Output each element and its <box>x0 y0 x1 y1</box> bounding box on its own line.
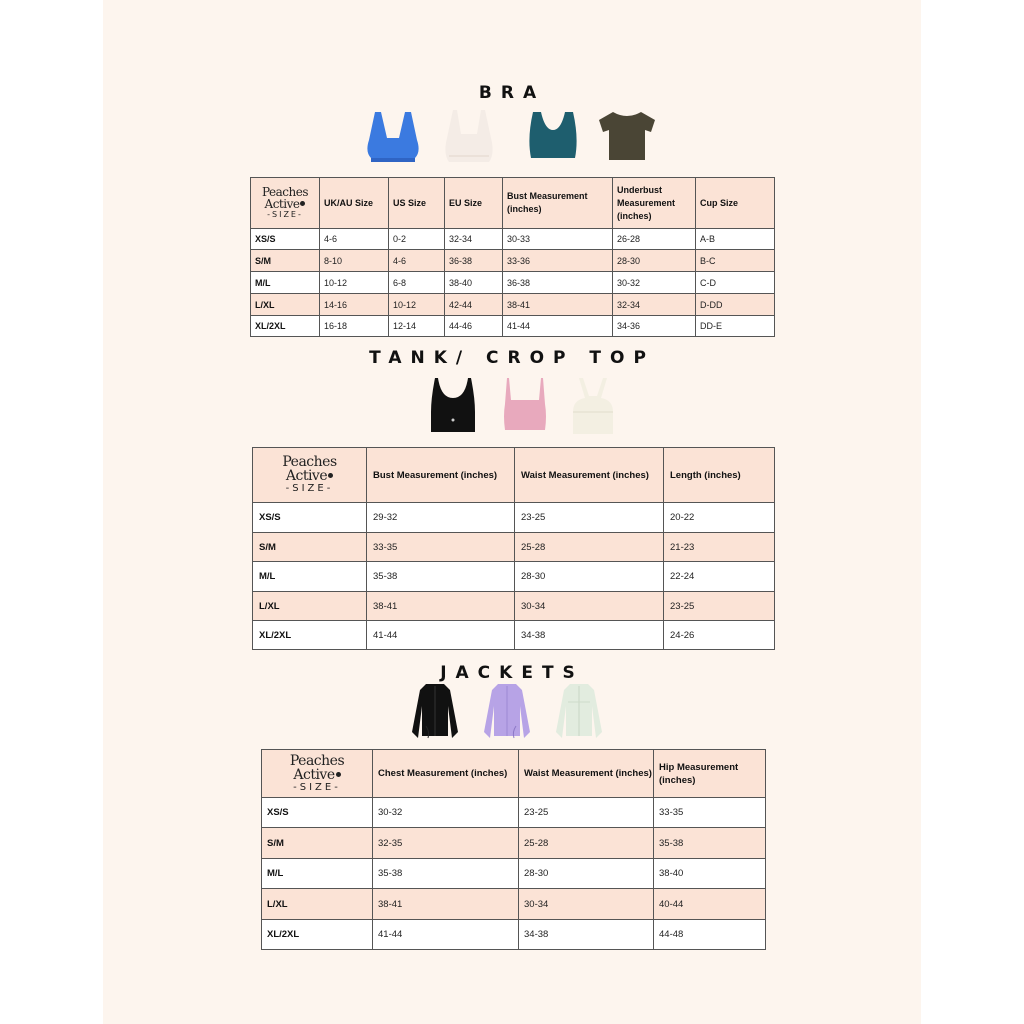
peach-dot-icon <box>328 473 333 478</box>
table-row <box>253 503 775 533</box>
table-cell: 26-28 <box>613 229 696 250</box>
table-cell: 36-38 <box>503 272 613 294</box>
olive-crop-top-icon <box>595 108 659 166</box>
table-cell: 28-30 <box>519 859 654 889</box>
table-cell: 23-25 <box>519 798 654 828</box>
logo-line-2: Active <box>285 468 328 484</box>
table-row <box>253 562 775 592</box>
table-cell: 35-38 <box>654 828 766 859</box>
header-hip-measurement: Hip Measurement (inches) <box>654 750 766 798</box>
table-row <box>262 889 766 920</box>
table-cell: 21-23 <box>664 533 775 562</box>
bra-section-title: BRA <box>478 83 546 103</box>
table-cell: 38-41 <box>367 592 515 621</box>
size-label: L/XL <box>251 294 320 316</box>
table-cell: 33-35 <box>654 798 766 828</box>
table-cell: 16-18 <box>320 316 389 337</box>
logo <box>262 750 373 798</box>
header-length: Length (inches) <box>664 448 775 503</box>
table-cell: 30-34 <box>519 889 654 920</box>
table-cell: A-B <box>696 229 775 250</box>
table-cell: 41-44 <box>373 920 519 950</box>
lilac-jacket-icon <box>480 682 534 742</box>
peach-dot-icon <box>336 772 341 777</box>
table-cell: 12-14 <box>389 316 445 337</box>
table-cell: 30-33 <box>503 229 613 250</box>
size-guide-page <box>103 0 921 1024</box>
header-cup-size: Cup Size <box>696 178 775 229</box>
table-cell: 0-2 <box>389 229 445 250</box>
table-cell: 44-46 <box>445 316 503 337</box>
table-cell: 32-35 <box>373 828 519 859</box>
black-tank-icon <box>425 376 481 436</box>
table-cell: 22-24 <box>664 562 775 592</box>
logo-line-1: Peaches <box>282 454 337 470</box>
pink-tank-icon <box>497 376 553 436</box>
header-chest-measurement: Chest Measurement (inches) <box>373 750 519 798</box>
size-label: M/L <box>253 562 367 592</box>
table-row <box>253 592 775 621</box>
table-cell: 34-38 <box>515 621 664 650</box>
table-cell: 24-26 <box>664 621 775 650</box>
size-label: XL/2XL <box>251 316 320 337</box>
table-cell: 44-48 <box>654 920 766 950</box>
header-waist-measurement: Waist Measurement (inches) <box>515 448 664 503</box>
header-bust-measurement: Bust Measurement (inches) <box>367 448 515 503</box>
logo-line-2: Active <box>264 196 300 211</box>
size-label: M/L <box>251 272 320 294</box>
table-cell: 36-38 <box>445 250 503 272</box>
table-cell: 38-41 <box>503 294 613 316</box>
header-uk-au-size: UK/AU Size <box>320 178 389 229</box>
size-label: XS/S <box>262 798 373 828</box>
table-cell: 10-12 <box>389 294 445 316</box>
cream-bra-icon <box>439 108 499 166</box>
table-header-row <box>262 750 766 798</box>
size-label: L/XL <box>253 592 367 621</box>
black-jacket-icon <box>408 682 462 742</box>
table-cell: 35-38 <box>367 562 515 592</box>
table-cell: 35-38 <box>373 859 519 889</box>
tank-section-title: TANK/ CROP TOP <box>369 348 655 368</box>
table-cell: 34-36 <box>613 316 696 337</box>
table-cell: DD-E <box>696 316 775 337</box>
table-row <box>251 316 775 337</box>
table-cell: 38-41 <box>373 889 519 920</box>
table-row <box>251 272 775 294</box>
logo <box>251 178 320 229</box>
table-header-row <box>251 178 775 229</box>
logo-line-3: -SIZE- <box>267 209 303 219</box>
table-row <box>262 828 766 859</box>
header-waist-measurement: Waist Measurement (inches) <box>519 750 654 798</box>
table-cell: 33-35 <box>367 533 515 562</box>
table-cell: B-C <box>696 250 775 272</box>
table-cell: 4-6 <box>389 250 445 272</box>
logo-line-1: Peaches <box>262 184 308 199</box>
table-cell: 25-28 <box>515 533 664 562</box>
size-label: S/M <box>251 250 320 272</box>
size-label: M/L <box>262 859 373 889</box>
table-row <box>262 798 766 828</box>
table-cell: 6-8 <box>389 272 445 294</box>
table-header-row <box>253 448 775 503</box>
bra-size-table <box>250 177 775 337</box>
table-cell: 28-30 <box>515 562 664 592</box>
logo-line-3: -SIZE- <box>285 483 334 494</box>
size-label: XS/S <box>251 229 320 250</box>
table-cell: 41-44 <box>503 316 613 337</box>
header-eu-size: EU Size <box>445 178 503 229</box>
jacket-products <box>408 682 608 744</box>
table-row <box>251 229 775 250</box>
table-cell: 41-44 <box>367 621 515 650</box>
table-cell: 38-40 <box>654 859 766 889</box>
cream-halter-tank-icon <box>565 376 621 438</box>
table-row <box>262 920 766 950</box>
jackets-section-title: JACKETS <box>440 663 584 683</box>
table-cell: 29-32 <box>367 503 515 533</box>
table-cell: 30-32 <box>373 798 519 828</box>
table-row <box>251 294 775 316</box>
table-cell: 40-44 <box>654 889 766 920</box>
tank-products <box>425 376 625 438</box>
header-us-size: US Size <box>389 178 445 229</box>
tank-size-table <box>252 447 775 650</box>
header-underbust-measurement: Underbust Measurement (inches) <box>613 178 696 229</box>
peach-dot-icon <box>300 201 305 206</box>
table-cell: 23-25 <box>664 592 775 621</box>
table-cell: 23-25 <box>515 503 664 533</box>
bra-products <box>363 108 663 168</box>
table-row <box>253 533 775 562</box>
table-cell: 28-30 <box>613 250 696 272</box>
table-cell: 10-12 <box>320 272 389 294</box>
table-cell: 30-34 <box>515 592 664 621</box>
size-label: XL/2XL <box>262 920 373 950</box>
table-cell: 25-28 <box>519 828 654 859</box>
logo-line-1: Peaches <box>289 752 345 769</box>
logo-line-3: -SIZE- <box>293 781 341 793</box>
mint-jacket-icon <box>552 682 606 742</box>
table-cell: 14-16 <box>320 294 389 316</box>
teal-bra-icon <box>523 108 583 166</box>
table-cell: 4-6 <box>320 229 389 250</box>
table-row <box>251 250 775 272</box>
size-label: XS/S <box>253 503 367 533</box>
size-label: XL/2XL <box>253 621 367 650</box>
table-cell: 30-32 <box>613 272 696 294</box>
header-bust-measurement: Bust Measurement (inches) <box>503 178 613 229</box>
size-label: L/XL <box>262 889 373 920</box>
table-row <box>253 621 775 650</box>
table-cell: C-D <box>696 272 775 294</box>
table-cell: 20-22 <box>664 503 775 533</box>
table-cell: 38-40 <box>445 272 503 294</box>
jacket-size-table <box>261 749 766 950</box>
logo <box>253 448 367 503</box>
logo-line-2: Active <box>293 766 335 783</box>
table-cell: 33-36 <box>503 250 613 272</box>
table-cell: 34-38 <box>519 920 654 950</box>
table-row <box>262 859 766 889</box>
table-cell: 8-10 <box>320 250 389 272</box>
blue-sports-bra-icon <box>363 108 423 166</box>
table-cell: 42-44 <box>445 294 503 316</box>
size-label: S/M <box>262 828 373 859</box>
table-cell: 32-34 <box>613 294 696 316</box>
table-cell: 32-34 <box>445 229 503 250</box>
table-cell: D-DD <box>696 294 775 316</box>
size-label: S/M <box>253 533 367 562</box>
